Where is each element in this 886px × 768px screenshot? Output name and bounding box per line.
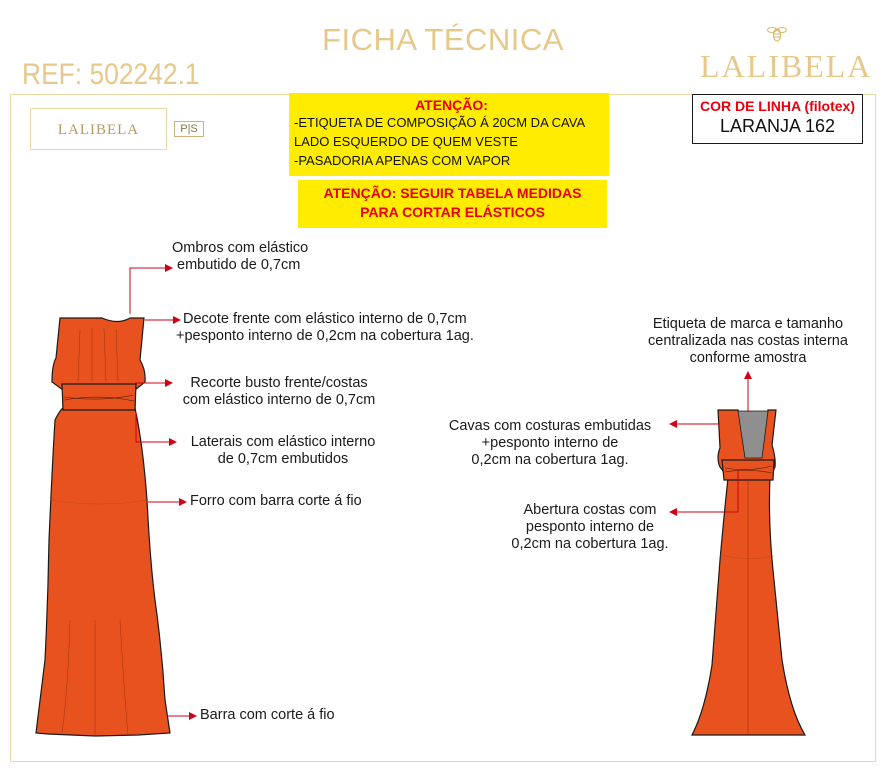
note-brand-tag bbox=[620, 316, 876, 367]
elastic-warning-line: PARA CORTAR ELÁSTICOS bbox=[360, 204, 545, 220]
back-dress-illustration bbox=[692, 410, 805, 735]
note-line: 0,2cm na cobertura 1ag. bbox=[511, 536, 669, 552]
note-line: +pesponto interno de 0,2cm na cobertura 1ag. bbox=[176, 328, 474, 344]
attention-line: LADO ESQUERDO DE QUEM VESTE bbox=[294, 134, 518, 149]
note-line: pesponto interno de bbox=[525, 519, 655, 535]
note-shoulders bbox=[172, 240, 308, 274]
attention-line: -ETIQUETA DE COMPOSIÇÃO Á 20CM DA CAVA bbox=[294, 115, 586, 130]
note-armholes bbox=[432, 418, 668, 469]
note-back-opening bbox=[490, 502, 690, 553]
note-bust-seam bbox=[168, 375, 390, 409]
note-line: 0,2cm na cobertura 1ag. bbox=[471, 452, 629, 468]
note-line: conforme amostra bbox=[689, 350, 807, 366]
note-line: Cavas com costuras embutidas bbox=[448, 418, 652, 434]
note-line: Laterais com elástico interno bbox=[190, 434, 376, 450]
attention-line: -PASADORIA APENAS COM VAPOR bbox=[294, 153, 511, 168]
note-line: com elástico interno de 0,7cm bbox=[182, 392, 376, 408]
brand-logo: LALIBELA bbox=[700, 48, 873, 84]
note-line: Ombros com elástico bbox=[172, 240, 309, 256]
note-hem: Barra com corte á fio bbox=[200, 707, 335, 723]
note-line: Abertura costas com bbox=[523, 502, 657, 518]
note-line: Decote frente com elástico interno de 0,7cm bbox=[183, 311, 467, 327]
note-neckline bbox=[176, 311, 474, 345]
attention-heading: ATENÇÃO: bbox=[415, 97, 488, 113]
size-label-sample: P|S bbox=[174, 121, 204, 137]
note-line: +pesponto interno de bbox=[481, 435, 619, 451]
note-line: centralizada nas costas interna bbox=[648, 333, 848, 349]
thread-color-value: LARANJA 162 bbox=[719, 116, 836, 136]
note-line: Etiqueta de marca e tamanho bbox=[652, 316, 844, 332]
note-lining: Forro com barra corte á fio bbox=[190, 493, 362, 509]
note-sides bbox=[176, 434, 390, 468]
note-line: embutido de 0,7cm bbox=[177, 257, 301, 273]
reference-number: REF: 502242.1 bbox=[22, 58, 200, 91]
page-title: FICHA TÉCNICA bbox=[322, 22, 564, 57]
front-dress-illustration bbox=[36, 318, 170, 736]
note-line: de 0,7cm embutidos bbox=[217, 451, 349, 467]
note-line: Recorte busto frente/costas bbox=[190, 375, 368, 391]
thread-color-label: COR DE LINHA (filotex) bbox=[699, 98, 856, 114]
brand-label-sample: LALIBELA bbox=[30, 108, 167, 150]
elastic-warning-line: ATENÇÃO: SEGUIR TABELA MEDIDAS bbox=[323, 185, 582, 201]
